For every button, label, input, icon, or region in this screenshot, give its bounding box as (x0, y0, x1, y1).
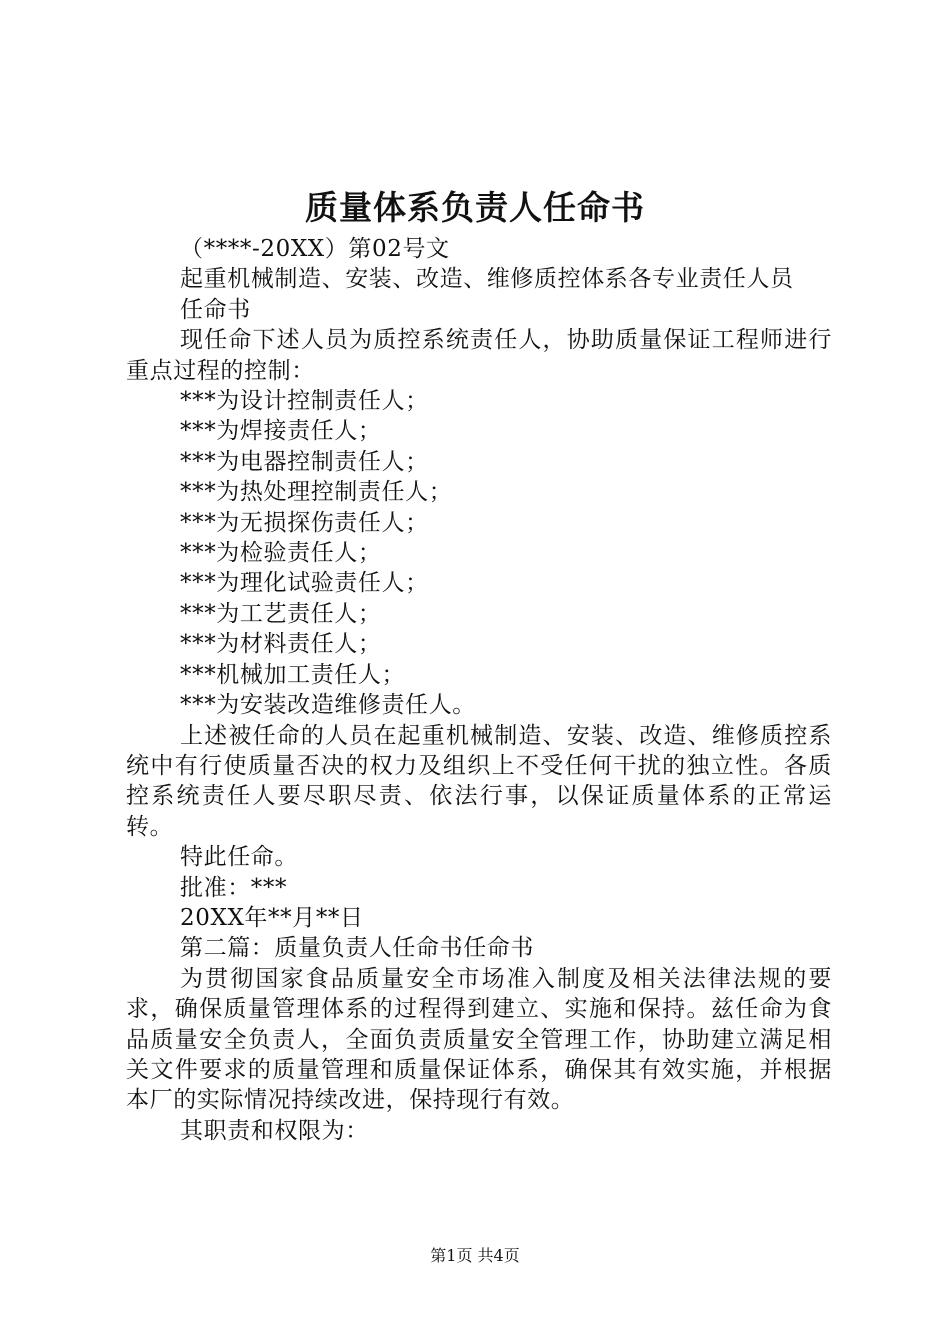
page-footer: 第1页 共4页 (430, 1246, 520, 1265)
appointment-item: ***为焊接责任人； (180, 418, 382, 445)
appointment-item: ***机械加工责任人； (180, 661, 406, 688)
paragraph-heading-personnel: 起重机械制造、安装、改造、维修质控体系各专业责任人员 (180, 266, 794, 293)
document-body (126, 234, 832, 1146)
paragraph-duties-heading: 其职责和权限为： (180, 1117, 369, 1144)
appointment-item: ***为检验责任人； (180, 540, 382, 567)
appointment-item: ***为安装改造维修责任人。 (180, 692, 476, 719)
document-title: 质量体系负责人任命书 (305, 188, 645, 227)
appointment-item: ***为材料责任人； (180, 631, 382, 658)
approval-line: 批准：*** (180, 874, 288, 901)
appointment-item: ***为工艺责任人； (180, 600, 382, 627)
paragraph-intro: 现任命下述人员为质控系统责任人，协助质量保证工程师进行重点过程的控制： (126, 327, 832, 384)
document-number: （****-20XX）第02号文 (180, 236, 450, 262)
paragraph-heading-appointment: 任命书 (180, 296, 251, 323)
date-line: 20XX年**月**日 (180, 904, 364, 931)
appointment-item: ***为电器控制责任人； (180, 448, 429, 475)
paragraph-closing: 特此任命。 (180, 844, 298, 871)
paragraph-second-body: 为贯彻国家食品质量安全市场准入制度及相关法律法规的要求，确保质量管理体系的过程得到建立、实施和保持。兹任命为食品质量安全负责人，全面负责质量安全管理工作，协助建立满足相关文件要求的质量管理和质量保证体系，确保其有效实施，并根据本厂的实际情况持续改进，保持现行有效。 (126, 965, 832, 1114)
paragraph-authority: 上述被任命的人员在起重机械制造、安装、改造、维修质控系统中有行使质量否决的权力及组织上不受任何干扰的独立性。各质控系统责任人要尽职尽责、依法行事，以保证质量体系的正常运转。 (126, 722, 832, 840)
appointment-item: ***为设计控制责任人； (180, 388, 429, 415)
appointment-item: ***为理化试验责任人； (180, 570, 429, 597)
section-heading-second: 第二篇：质量负责人任命书任命书 (180, 935, 534, 962)
appointment-item: ***为无损探伤责任人； (180, 509, 429, 536)
appointment-item: ***为热处理控制责任人； (180, 479, 453, 506)
